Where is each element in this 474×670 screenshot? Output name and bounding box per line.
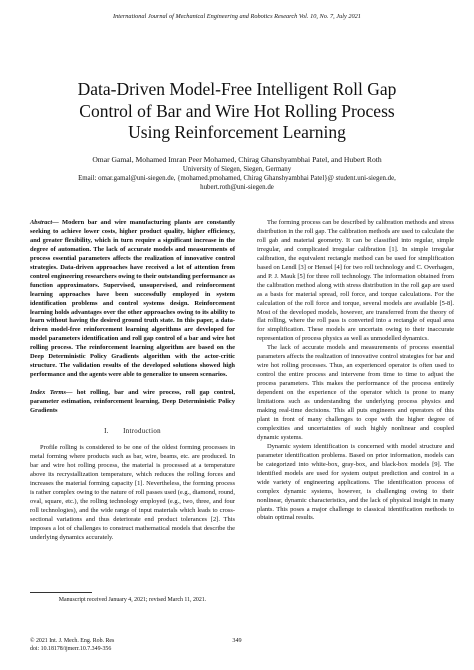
abstract-label: Abstract [30,219,53,226]
paper-title [40,79,434,144]
left-column [30,219,235,542]
author-list: Omar Gamal, Mohamed Imran Peer Mohamed, Chirag Ghanshyambhai Patel, and Hubert Roth [92,155,382,164]
abstract [30,219,235,380]
title-line: Using Reinforcement Learning [128,122,346,142]
journal-header: International Journal of Mechanical Engineering and Robotics Research Vol. 10, No. 7, July 2021 [113,13,361,20]
title-line: Data-Driven Model-Free Intelligent Roll Gap [77,79,397,99]
body-paragraph: Profile rolling is considered to be one of the oldest forming processes in metal forming where products such as bar, wire, beams, etc. are produced. In bar and wire hot rolling process, the material is processed at a temperature above its recrystallization temperature, which reduces the rolling forces and increases the material forming capacity [1]. Nevertheless, the forming process is rather complex owing to the nature of roll passes used (e.g., diamond, round, oval, square, etc.), the rolling technology employed (e.g., two, three, and four roll technologies), and the wide range of input materials which leads to cross-sectional variations and thus deteriorate end product tolerances [2]. This imposes a lot of challenges to construct mathematical models that describe the underlying dynamics accurately. [30,443,235,541]
index-terms-text: — hot rolling, bar and wire process, roll gap control, parameter estimation, reinforcement learning, Deep Deterministic Policy Gradients [30,389,235,415]
body-paragraph: Dynamic system identification is concerned with model structure and parameter identification problems. Based on prior information, models can be categorized into white-box, gray-box, and black-box models [9]. The identified models are used for system output prediction and control in a wide variety of engineering applications. The identification process of complex dynamic systems, however, is challenging owing to their nonlinear, dynamic characteristics, and the lack of physical insight in many plants. This poses a major challenge to classical identification methods to obtain optimal results. [257,442,454,522]
university: University of Siegen, Siegen, Germany [182,166,292,173]
manuscript-footnote: Manuscript received January 4, 2021; revised March 11, 2021. [58,597,207,603]
abstract-text: — Modern bar and wire manufacturing plants are constantly seeking to achieve lower costs, higher product quality, higher efficiency, and greater flexibility, which in turn require a significant increase in the degree of automation. The lack of accurate models and measurements of process essential parameters affects the realization of innovative control strategies. Data-driven approaches have received a lot of attention from control engineering researchers owing to their outstanding performance as function approximators. Supervised, unsupervised, and reinforcement learning approaches have been successfully employed in system identification problems and control systems design. Reinforcement learning holds advantages over the other approaches owing to its ability to learn without having the desired ground truth state. In this paper, a data-driven model-free reinforcement learning algorithms are developed for model parameters identification and roll gap control of a bar and wire hot rolling process. The reinforcement learning algorithm are based on the Deep Deterministic Policy Gradients algorithm with the actor-critic structure. The validation results of the developed solutions showed high performance and the agents were able to generalize to unseen scenarios. [30,219,235,379]
email-line: Email: omar.gamal@uni-siegen.de, {mohamed.pmohamed, Chirag Ghanshyambhai Patel}@ student.uni-siegen.de, [78,175,396,183]
doi: doi: 10.18178/ijmerr.10.7.349-356 [30,646,112,652]
affiliation-block [30,165,444,193]
footnote-divider [30,592,92,593]
right-column [257,219,454,523]
index-terms [30,389,235,416]
title-line: Control of Bar and Wire Hot Rolling Process [79,100,395,121]
email-line: hubert.roth@uni-siegen.de [200,184,274,192]
body-paragraph: The forming process can be described by calibration methods and stress distribution in the roll gap. The calibration methods are used to calculate the roll gab and material geometry. It can be classified into regular, simple irregular, and complicated irregular calibration [1]. In simple irregular calibration, the equivalent rectangle method can be used for simplification based on Lendl [3] or Hensel [4] for two roll technology and C. Overhagen, and P. J. Mauk [5] for three roll technology. The information obtained from the calibration method along with stress distribution in the roll gap are used as a basis for material spread, roll force, and torque calculations. For the calculation of the roll force and torque, several models are available [5-8]. Most of the developed models, however, are transferred from the theory of flat rolling, where the roll pass is converted into a rectangle of equal area for simplification. These models are uncertain owing to their inaccurate representation of process physics as well as unmodelled dynamics. [257,219,454,343]
body-paragraph: The lack of accurate models and measurements of process essential parameters affects the realization of innovative control strategies for bar and wire hot rolling processes. Thus, an experienced operator is often used to control the entire process and intervene from time to time to adjust the process parameters. This makes the performance of the process entirely dependent on the experience of the operator which is prone to many limitations such as understanding the underlying process physics and making real-time decisions. This all puts engineers and operators of this plant in front of many challenges to cope with the higher degree of complexities and uncertainties of such highly nonlinear and coupled dynamic systems. [257,344,454,441]
page-number: 349 [232,637,242,644]
section-heading: I. Introduction [104,428,161,436]
copyright: © 2021 Int. J. Mech. Eng. Rob. Res [30,638,115,644]
index-terms-label: Index Terms [30,389,66,397]
